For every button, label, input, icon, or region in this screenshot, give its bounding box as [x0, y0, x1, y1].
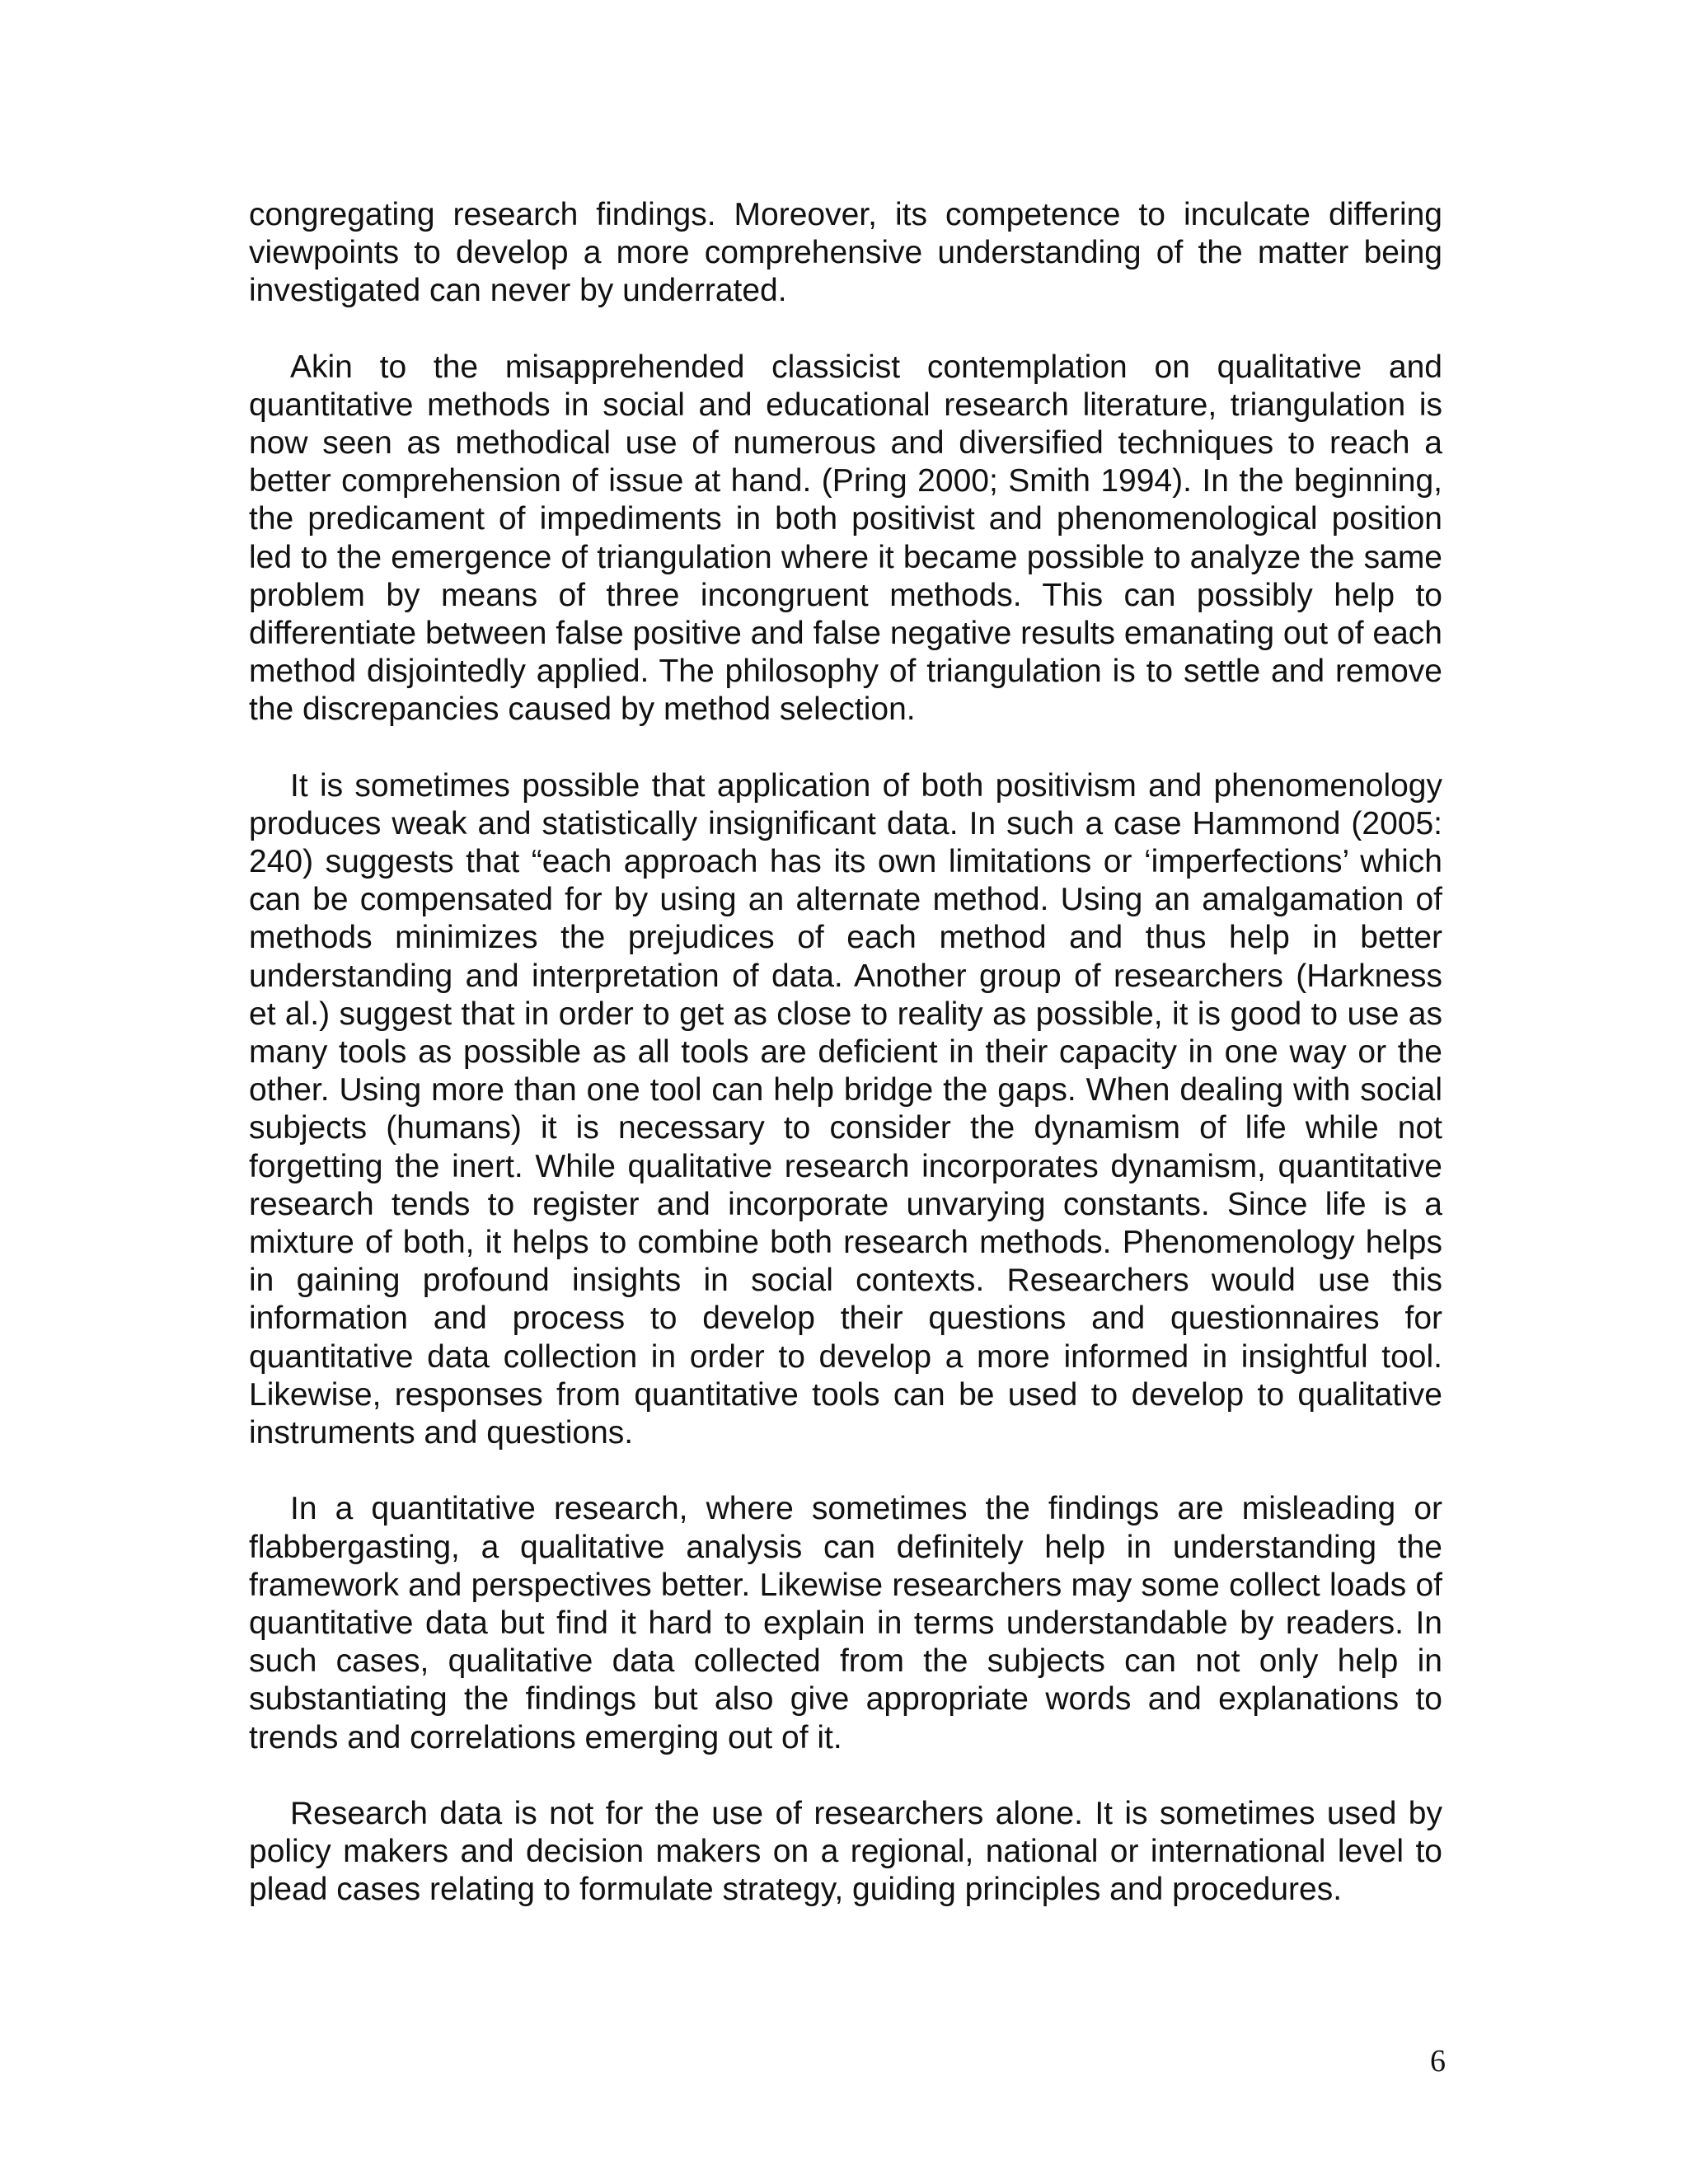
- paragraph-triangulation: Akin to the misapprehended classicist contemplation on qualitative and quantitative methods in social and educational research literature, triangulation is now seen as methodical use of numerous and diversified techniques to reach a better comprehension of issue at hand. (Pring 2000; Smith 1994). In the beginning, the predicament of impediments in both positivist and phenomenological position led to the emergence of triangulation where it became possible to analyze the same problem by means of three incongruent methods. This can possibly help to differentiate between false positive and false negative results emanating out of each method disjointedly applied. The philosophy of triangulation is to settle and remove the discrepancies caused by method selection.: [249, 349, 1442, 728]
- paragraph-mixed-methods: It is sometimes possible that application of both positivism and phenomenology produces weak and statistically insignificant data. In such a case Hammond (2005: 240) suggests that “each approach has its own limitations or ‘imperfections’ which can be compensated for by using an alternate method. Using an amalgamation of methods minimizes the prejudices of each method and thus help in better understanding and interpretation of data. Another group of researchers (Harkness et al.) suggest that in order to get as close to reality as possible, it is good to use as many tools as possible as all tools are deficient in their capacity in one way or the other. Using more than one tool can help bridge the gaps. When dealing with social subjects (humans) it is necessary to consider the dynamism of life while not forgetting the inert. While qualitative research incorporates dynamism, quantitative research tends to register and incorporate unvarying constants. Since life is a mixture of both, it helps to combine both research methods. Phenomenology helps in gaining profound insights in social contexts. Researchers would use this information and process to develop their questions and questionnaires for quantitative data collection in order to develop a more informed in insightful tool. Likewise, responses from quantitative tools can be used to develop to qualitative instruments and questions.: [249, 767, 1442, 1451]
- paragraph-quantitative-research: In a quantitative research, where sometimes the findings are misleading or flabbergasting, a qualitative analysis can definitely help in understanding the framework and perspectives better. Likewise researchers may some collect loads of quantitative data but find it hard to explain in terms understandable by readers. In such cases, qualitative data collected from the subjects can not only help in substantiating the findings but also give appropriate words and explanations to trends and correlations emerging out of it.: [249, 1491, 1442, 1755]
- paragraph-research-data: Research data is not for the use of researchers alone. It is sometimes used by policy makers and decision makers on a regional, national or international level to plead cases relating to formulate strategy, guiding principles and procedures.: [249, 1795, 1442, 1908]
- page-number: 6: [1430, 2044, 1446, 2079]
- body-text: [249, 196, 1442, 1947]
- paragraph-continuation: congregating research findings. Moreover, its competence to inculcate differing viewpoints to develop a more comprehensive understanding of the matter being investigated can never by underrated.: [249, 197, 1442, 309]
